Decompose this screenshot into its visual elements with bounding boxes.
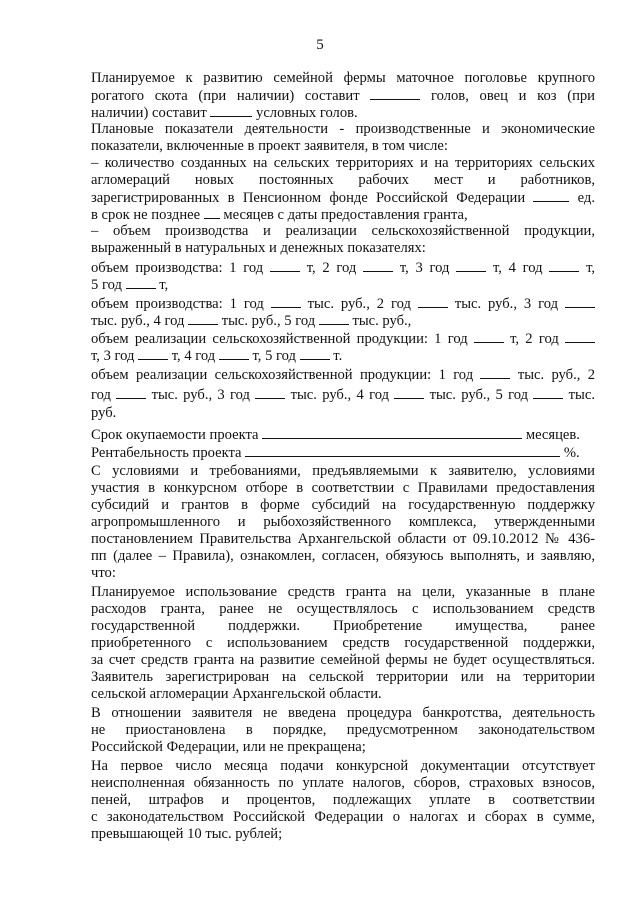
blank-field[interactable] [116, 386, 146, 399]
text-line: тыс. руб., 4 год тыс. руб., 5 год тыс. руб., [91, 313, 412, 329]
text-line: в срок не позднее месяцев с даты предоставления гранта, [91, 207, 468, 223]
text-line: объем реализации сельскохозяйственной продукции: 1 год т, 2 год [91, 330, 595, 348]
text-line: пп (далее – Правила), ознакомлен, согласен, обязуюсь выполнять, и заявляю, [91, 548, 595, 564]
text-line: зарегистрированных в Пенсионном фонде Российской Федерации ед. [91, 190, 595, 206]
text-line: превышающей 10 тыс. рублей; [91, 826, 283, 842]
text-line: участия в конкурсном отборе в соответствии с Правилами предоставления [91, 480, 595, 496]
blank-field[interactable] [474, 330, 504, 343]
text-line: 5 год т, [91, 277, 169, 293]
blank-field[interactable] [418, 295, 448, 308]
text-line: выраженный в натуральных и денежных показателях: [91, 240, 426, 256]
text-line: субсидий и грантов в форме субсидий на государственную поддержку [91, 497, 595, 513]
blank-field[interactable] [370, 87, 420, 100]
text-line: показатели, включенные в проект заявителя, в том числе: [91, 138, 448, 154]
text-line: объем производства: 1 год тыс. руб., 2 год тыс. руб., 3 год [91, 295, 595, 313]
blank-field[interactable] [210, 104, 252, 117]
blank-field[interactable] [300, 347, 330, 360]
blank-field[interactable] [219, 347, 249, 360]
blank-field[interactable] [319, 312, 349, 325]
text-line: что: [91, 565, 116, 581]
blank-field[interactable] [480, 366, 510, 379]
blank-field[interactable] [549, 259, 579, 272]
text-line: агломераций новых постоянных рабочих мест и работников, [91, 172, 595, 188]
blank-field[interactable] [363, 259, 393, 272]
blank-field[interactable] [245, 444, 560, 457]
blank-field[interactable] [188, 312, 218, 325]
page-number: 5 [316, 37, 324, 53]
text-line: Заявитель зарегистрирован на сельской территории или на территории [91, 669, 595, 685]
text-line: приобретенного с использованием средств государственной поддержки, [91, 635, 595, 651]
text-line: – количество созданных на сельских территориях и на территориях сельских [91, 155, 595, 171]
text-line: Планируемое использование средств гранта на цели, указанные в плане [91, 584, 595, 600]
text-line: рогатого скота (при наличии) составит голов, овец и коз (при [91, 88, 595, 104]
text-line: постановлением Правительства Архангельской области от 09.10.2012 № 436- [91, 531, 595, 547]
blank-field[interactable] [533, 386, 563, 399]
blank-field[interactable] [533, 189, 569, 202]
blank-field[interactable] [456, 259, 486, 272]
text-line: пеней, штрафов и процентов, подлежащих уплате в соответствии [91, 792, 595, 808]
text-line: Российской Федерации, или не прекращена; [91, 739, 366, 755]
text-line: С условиями и требованиями, предъявляемыми к заявителю, условиями [91, 463, 595, 479]
blank-field[interactable] [565, 295, 595, 308]
text-line: В отношении заявителя не введена процедура банкротства, деятельность [91, 705, 595, 721]
blank-field[interactable] [394, 386, 424, 399]
text-line: объем реализации сельскохозяйственной продукции: 1 год тыс. руб., 2 [91, 367, 595, 383]
text-line: за счет средств гранта на развитие семейной фермы не будет осуществляться. [91, 652, 595, 668]
text-line: На первое число месяца подачи конкурсной документации отсутствует [91, 758, 595, 774]
text-line: государственной поддержки. Приобретение имущества, ранее [91, 618, 595, 634]
text-line: Плановые показатели деятельности - производственные и экономические [91, 121, 595, 137]
text-line: Планируемое к развитию семейной фермы маточное поголовье крупного [91, 70, 595, 86]
text-line: руб. [91, 405, 117, 421]
blank-field[interactable] [262, 426, 522, 439]
blank-field[interactable] [138, 347, 168, 360]
text-line: расходов гранта, ранее не осуществлялось с использованием средств [91, 601, 595, 617]
text-line: с законодательством Российской Федерации о налогах и сборах в сумме, [91, 809, 595, 825]
text-line: объем производства: 1 год т, 2 год т, 3 год т, 4 год т, [91, 260, 595, 276]
blank-field[interactable] [565, 330, 595, 343]
text-line: наличии) составит условных голов. [91, 105, 358, 121]
blank-field[interactable] [270, 259, 300, 272]
blank-field[interactable] [204, 206, 220, 219]
blank-field[interactable] [126, 276, 156, 289]
text-line: агропромышленного и рыбохозяйственного комплекса, утвержденными [91, 514, 595, 530]
text-line: Рентабельность проекта %. [91, 445, 580, 461]
text-line: год тыс. руб., 3 год тыс. руб., 4 год тыс. руб., 5 год тыс. [91, 387, 595, 403]
blank-field[interactable] [255, 386, 285, 399]
text-line: сельской агломерации Архангельской области. [91, 686, 382, 702]
text-line: Срок окупаемости проекта месяцев. [91, 427, 580, 443]
text-line: – объем производства и реализации сельскохозяйственной продукции, [91, 223, 595, 239]
text-line: не приостановлена в порядке, предусмотренном законодательством [91, 722, 595, 738]
text-line: неисполненная обязанность по уплате налогов, сборов, страховых взносов, [91, 775, 595, 791]
text-line: т, 3 год т, 4 год т, 5 год т. [91, 348, 343, 364]
blank-field[interactable] [271, 295, 301, 308]
